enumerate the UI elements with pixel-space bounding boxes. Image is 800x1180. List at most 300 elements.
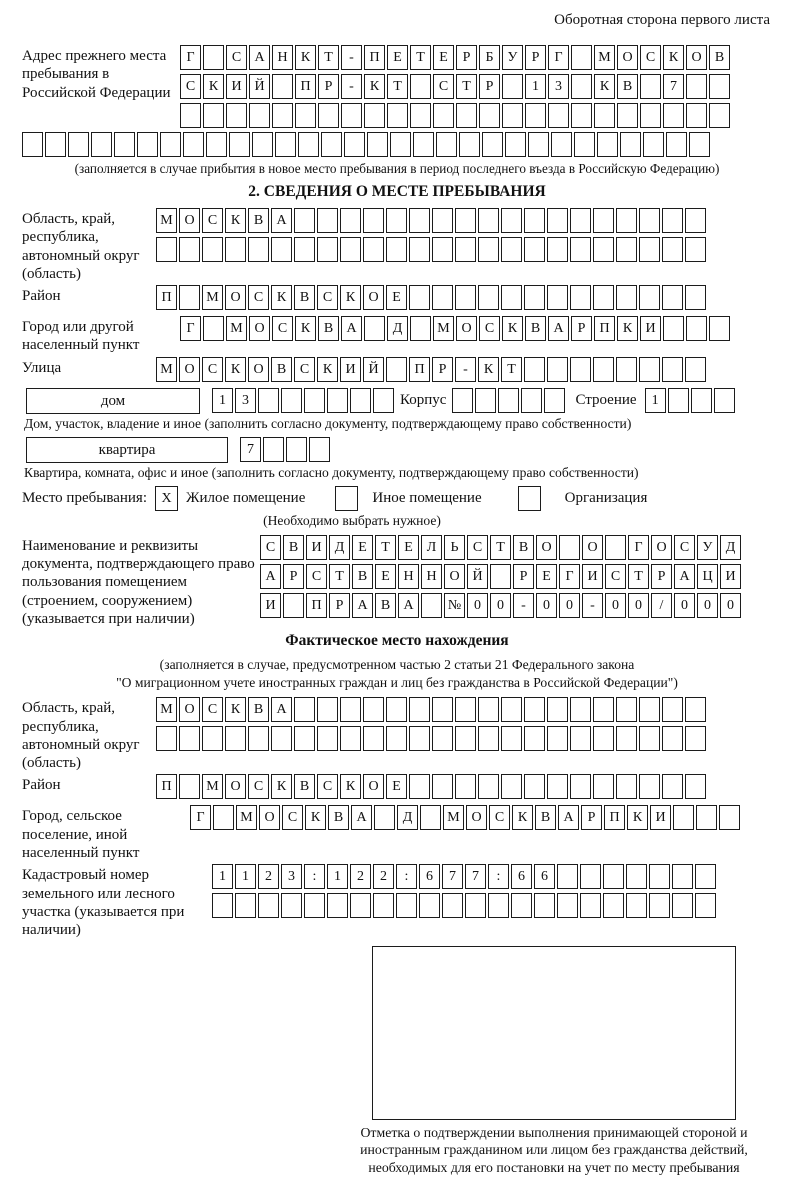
char-box[interactable]: К [317, 357, 338, 382]
char-box[interactable] [685, 285, 706, 310]
char-box[interactable]: У [502, 45, 523, 70]
char-box[interactable] [455, 774, 476, 799]
char-box[interactable] [294, 697, 315, 722]
char-box[interactable]: Т [628, 564, 649, 589]
char-box[interactable] [229, 132, 250, 157]
char-box[interactable] [551, 132, 572, 157]
char-box[interactable] [547, 285, 568, 310]
char-box[interactable] [570, 726, 591, 751]
char-box[interactable] [709, 103, 730, 128]
char-box[interactable]: С [605, 564, 626, 589]
char-box[interactable] [502, 103, 523, 128]
char-box[interactable]: А [271, 208, 292, 233]
char-box[interactable]: 2 [258, 864, 279, 889]
char-box[interactable] [570, 285, 591, 310]
char-box[interactable]: - [582, 593, 603, 618]
char-box[interactable] [685, 697, 706, 722]
char-box[interactable]: А [558, 805, 579, 830]
char-box[interactable] [263, 437, 284, 462]
char-box[interactable] [559, 535, 580, 560]
char-box[interactable] [456, 103, 477, 128]
char-box[interactable] [281, 893, 302, 918]
char-box[interactable] [387, 103, 408, 128]
char-box[interactable] [685, 208, 706, 233]
char-box[interactable]: 0 [467, 593, 488, 618]
char-box[interactable]: О [179, 357, 200, 382]
char-box[interactable] [488, 893, 509, 918]
char-box[interactable]: В [271, 357, 292, 382]
char-box[interactable]: М [202, 774, 223, 799]
char-box[interactable]: П [594, 316, 615, 341]
char-box[interactable] [321, 132, 342, 157]
char-box[interactable] [616, 285, 637, 310]
char-box[interactable] [203, 45, 224, 70]
char-box[interactable] [502, 74, 523, 99]
char-box[interactable] [640, 74, 661, 99]
char-box[interactable] [714, 388, 735, 413]
char-box[interactable]: К [271, 774, 292, 799]
char-box[interactable] [271, 726, 292, 751]
char-box[interactable]: К [478, 357, 499, 382]
char-box[interactable] [626, 864, 647, 889]
char-box[interactable] [22, 132, 43, 157]
char-box[interactable]: П [156, 285, 177, 310]
char-box[interactable] [420, 805, 441, 830]
char-box[interactable] [432, 774, 453, 799]
char-box[interactable]: 7 [240, 437, 261, 462]
char-box[interactable] [571, 74, 592, 99]
char-box[interactable]: К [502, 316, 523, 341]
char-box[interactable]: О [686, 45, 707, 70]
char-box[interactable] [432, 285, 453, 310]
char-box[interactable] [304, 893, 325, 918]
char-box[interactable]: И [640, 316, 661, 341]
char-box[interactable] [686, 316, 707, 341]
char-box[interactable]: С [272, 316, 293, 341]
char-box[interactable]: О [363, 285, 384, 310]
char-box[interactable] [294, 726, 315, 751]
char-box[interactable] [574, 132, 595, 157]
char-box[interactable]: А [351, 805, 372, 830]
char-box[interactable] [294, 237, 315, 262]
char-box[interactable]: К [512, 805, 533, 830]
char-box[interactable] [465, 893, 486, 918]
char-box[interactable]: О [179, 208, 200, 233]
char-box[interactable]: М [202, 285, 223, 310]
char-box[interactable]: У [697, 535, 718, 560]
char-box[interactable] [225, 237, 246, 262]
char-box[interactable] [409, 697, 430, 722]
char-box[interactable] [501, 697, 522, 722]
char-box[interactable] [455, 726, 476, 751]
char-box[interactable] [643, 132, 664, 157]
char-box[interactable]: М [156, 697, 177, 722]
char-box[interactable] [386, 237, 407, 262]
char-box[interactable]: Р [456, 45, 477, 70]
char-box[interactable] [340, 237, 361, 262]
char-box[interactable] [327, 388, 348, 413]
char-box[interactable]: М [236, 805, 257, 830]
char-box[interactable] [409, 208, 430, 233]
char-box[interactable]: И [720, 564, 741, 589]
char-box[interactable] [482, 132, 503, 157]
char-box[interactable] [455, 208, 476, 233]
char-box[interactable]: К [663, 45, 684, 70]
char-box[interactable]: Т [387, 74, 408, 99]
char-box[interactable] [594, 103, 615, 128]
char-box[interactable]: Д [329, 535, 350, 560]
char-box[interactable] [616, 774, 637, 799]
char-box[interactable] [649, 893, 670, 918]
char-box[interactable] [272, 74, 293, 99]
char-box[interactable]: Й [363, 357, 384, 382]
char-box[interactable]: Н [272, 45, 293, 70]
char-box[interactable] [367, 132, 388, 157]
char-box[interactable] [436, 132, 457, 157]
char-box[interactable] [662, 208, 683, 233]
char-box[interactable] [547, 726, 568, 751]
char-box[interactable]: Й [467, 564, 488, 589]
char-box[interactable] [505, 132, 526, 157]
char-box[interactable] [521, 388, 542, 413]
char-box[interactable]: Н [421, 564, 442, 589]
char-box[interactable] [478, 285, 499, 310]
char-box[interactable]: О [582, 535, 603, 560]
char-box[interactable] [327, 893, 348, 918]
char-box[interactable]: А [398, 593, 419, 618]
char-box[interactable]: № [444, 593, 465, 618]
char-box[interactable]: Т [375, 535, 396, 560]
char-box[interactable]: О [651, 535, 672, 560]
char-box[interactable]: 3 [235, 388, 256, 413]
char-box[interactable] [524, 237, 545, 262]
char-box[interactable]: Т [410, 45, 431, 70]
char-box[interactable]: О [617, 45, 638, 70]
char-box[interactable] [183, 132, 204, 157]
apartment-type-field[interactable]: квартира [26, 437, 228, 463]
char-box[interactable]: К [271, 285, 292, 310]
char-box[interactable] [409, 285, 430, 310]
char-box[interactable]: 0 [559, 593, 580, 618]
char-box[interactable] [386, 357, 407, 382]
char-box[interactable] [410, 103, 431, 128]
char-box[interactable] [409, 726, 430, 751]
char-box[interactable] [662, 726, 683, 751]
char-box[interactable]: Т [501, 357, 522, 382]
char-box[interactable] [226, 103, 247, 128]
char-box[interactable] [45, 132, 66, 157]
char-box[interactable] [544, 388, 565, 413]
char-box[interactable] [686, 103, 707, 128]
char-box[interactable]: - [513, 593, 534, 618]
char-box[interactable] [603, 864, 624, 889]
char-box[interactable]: Е [375, 564, 396, 589]
char-box[interactable] [350, 893, 371, 918]
char-box[interactable] [672, 864, 693, 889]
char-box[interactable]: Р [581, 805, 602, 830]
char-box[interactable]: 1 [525, 74, 546, 99]
char-box[interactable]: П [604, 805, 625, 830]
char-box[interactable]: Р [318, 74, 339, 99]
char-box[interactable] [501, 208, 522, 233]
char-box[interactable]: С [248, 774, 269, 799]
char-box[interactable] [639, 357, 660, 382]
char-box[interactable] [534, 893, 555, 918]
char-box[interactable] [455, 237, 476, 262]
char-box[interactable] [419, 893, 440, 918]
char-box[interactable] [459, 132, 480, 157]
char-box[interactable] [317, 237, 338, 262]
char-box[interactable] [68, 132, 89, 157]
char-box[interactable] [304, 388, 325, 413]
char-box[interactable]: П [409, 357, 430, 382]
char-box[interactable]: С [202, 208, 223, 233]
char-box[interactable] [340, 697, 361, 722]
char-box[interactable]: Б [479, 45, 500, 70]
char-box[interactable] [432, 237, 453, 262]
char-box[interactable] [479, 103, 500, 128]
char-box[interactable]: О [225, 774, 246, 799]
char-box[interactable] [709, 74, 730, 99]
char-box[interactable] [639, 726, 660, 751]
char-box[interactable]: П [306, 593, 327, 618]
char-box[interactable] [340, 208, 361, 233]
char-box[interactable] [396, 893, 417, 918]
checkbox-residential[interactable]: X [155, 486, 178, 511]
char-box[interactable]: 0 [720, 593, 741, 618]
char-box[interactable]: М [226, 316, 247, 341]
char-box[interactable] [547, 237, 568, 262]
char-box[interactable]: М [594, 45, 615, 70]
char-box[interactable]: 3 [548, 74, 569, 99]
char-box[interactable] [156, 237, 177, 262]
char-box[interactable]: К [295, 45, 316, 70]
char-box[interactable] [524, 697, 545, 722]
char-box[interactable] [639, 208, 660, 233]
char-box[interactable] [547, 357, 568, 382]
char-box[interactable] [570, 208, 591, 233]
char-box[interactable]: Р [513, 564, 534, 589]
char-box[interactable]: А [674, 564, 695, 589]
char-box[interactable] [616, 726, 637, 751]
char-box[interactable] [179, 237, 200, 262]
char-box[interactable]: В [617, 74, 638, 99]
char-box[interactable] [696, 805, 717, 830]
char-box[interactable]: К [203, 74, 224, 99]
char-box[interactable] [433, 103, 454, 128]
char-box[interactable]: В [283, 535, 304, 560]
char-box[interactable]: В [709, 45, 730, 70]
char-box[interactable]: 3 [281, 864, 302, 889]
char-box[interactable] [248, 237, 269, 262]
char-box[interactable] [524, 774, 545, 799]
char-box[interactable]: Й [249, 74, 270, 99]
char-box[interactable]: 7 [465, 864, 486, 889]
char-box[interactable] [524, 285, 545, 310]
char-box[interactable]: - [341, 74, 362, 99]
char-box[interactable]: С [180, 74, 201, 99]
char-box[interactable]: Р [432, 357, 453, 382]
char-box[interactable] [603, 893, 624, 918]
char-box[interactable] [283, 593, 304, 618]
char-box[interactable]: О [444, 564, 465, 589]
char-box[interactable] [225, 726, 246, 751]
char-box[interactable]: С [674, 535, 695, 560]
char-box[interactable]: 0 [628, 593, 649, 618]
char-box[interactable]: 1 [235, 864, 256, 889]
char-box[interactable]: Г [180, 316, 201, 341]
char-box[interactable]: М [433, 316, 454, 341]
char-box[interactable]: С [433, 74, 454, 99]
char-box[interactable]: - [455, 357, 476, 382]
char-box[interactable] [137, 132, 158, 157]
char-box[interactable] [547, 697, 568, 722]
char-box[interactable]: С [640, 45, 661, 70]
char-box[interactable] [341, 103, 362, 128]
char-box[interactable] [179, 285, 200, 310]
char-box[interactable]: Е [387, 45, 408, 70]
char-box[interactable]: И [340, 357, 361, 382]
char-box[interactable]: П [156, 774, 177, 799]
char-box[interactable]: Д [387, 316, 408, 341]
char-box[interactable] [689, 132, 710, 157]
char-box[interactable] [639, 697, 660, 722]
char-box[interactable] [363, 208, 384, 233]
char-box[interactable]: : [396, 864, 417, 889]
char-box[interactable]: 7 [663, 74, 684, 99]
char-box[interactable] [363, 697, 384, 722]
char-box[interactable]: С [317, 285, 338, 310]
char-box[interactable] [640, 103, 661, 128]
char-box[interactable] [317, 208, 338, 233]
char-box[interactable]: 6 [534, 864, 555, 889]
char-box[interactable] [390, 132, 411, 157]
char-box[interactable] [570, 237, 591, 262]
char-box[interactable]: Р [571, 316, 592, 341]
char-box[interactable]: К [340, 774, 361, 799]
char-box[interactable]: Р [479, 74, 500, 99]
char-box[interactable] [524, 357, 545, 382]
char-box[interactable]: С [479, 316, 500, 341]
char-box[interactable] [501, 237, 522, 262]
char-box[interactable]: Е [536, 564, 557, 589]
char-box[interactable]: И [650, 805, 671, 830]
char-box[interactable] [364, 316, 385, 341]
char-box[interactable]: И [306, 535, 327, 560]
char-box[interactable] [413, 132, 434, 157]
char-box[interactable]: Г [548, 45, 569, 70]
char-box[interactable]: 1 [212, 388, 233, 413]
char-box[interactable] [685, 726, 706, 751]
char-box[interactable]: О [248, 357, 269, 382]
char-box[interactable] [317, 726, 338, 751]
char-box[interactable]: М [156, 357, 177, 382]
char-box[interactable]: Д [397, 805, 418, 830]
char-box[interactable]: В [535, 805, 556, 830]
char-box[interactable] [695, 864, 716, 889]
char-box[interactable] [91, 132, 112, 157]
char-box[interactable]: В [525, 316, 546, 341]
char-box[interactable]: Т [318, 45, 339, 70]
char-box[interactable]: В [375, 593, 396, 618]
char-box[interactable] [501, 285, 522, 310]
char-box[interactable]: 1 [645, 388, 666, 413]
char-box[interactable] [662, 357, 683, 382]
char-box[interactable] [478, 208, 499, 233]
char-box[interactable] [386, 208, 407, 233]
char-box[interactable]: С [317, 774, 338, 799]
char-box[interactable] [626, 893, 647, 918]
char-box[interactable] [202, 237, 223, 262]
char-box[interactable] [298, 132, 319, 157]
char-box[interactable] [686, 74, 707, 99]
char-box[interactable] [156, 726, 177, 751]
char-box[interactable] [605, 535, 626, 560]
char-box[interactable] [501, 774, 522, 799]
char-box[interactable]: С [282, 805, 303, 830]
char-box[interactable] [478, 726, 499, 751]
char-box[interactable] [364, 103, 385, 128]
char-box[interactable]: Т [456, 74, 477, 99]
char-box[interactable]: В [294, 774, 315, 799]
char-box[interactable] [672, 893, 693, 918]
char-box[interactable]: Н [398, 564, 419, 589]
char-box[interactable]: Ь [444, 535, 465, 560]
char-box[interactable] [557, 864, 578, 889]
char-box[interactable] [344, 132, 365, 157]
char-box[interactable]: А [249, 45, 270, 70]
char-box[interactable] [528, 132, 549, 157]
char-box[interactable]: И [260, 593, 281, 618]
char-box[interactable] [616, 208, 637, 233]
char-box[interactable] [179, 726, 200, 751]
char-box[interactable]: Р [525, 45, 546, 70]
char-box[interactable] [409, 237, 430, 262]
char-box[interactable] [597, 132, 618, 157]
char-box[interactable] [478, 774, 499, 799]
char-box[interactable] [432, 697, 453, 722]
char-box[interactable] [432, 208, 453, 233]
char-box[interactable] [547, 774, 568, 799]
char-box[interactable]: О [456, 316, 477, 341]
char-box[interactable] [317, 697, 338, 722]
char-box[interactable]: Р [651, 564, 672, 589]
char-box[interactable]: К [225, 208, 246, 233]
char-box[interactable] [662, 285, 683, 310]
char-box[interactable] [511, 893, 532, 918]
char-box[interactable] [649, 864, 670, 889]
char-box[interactable] [386, 697, 407, 722]
char-box[interactable] [662, 697, 683, 722]
char-box[interactable]: Т [329, 564, 350, 589]
char-box[interactable]: П [295, 74, 316, 99]
char-box[interactable] [570, 697, 591, 722]
char-box[interactable] [685, 237, 706, 262]
char-box[interactable]: Г [180, 45, 201, 70]
char-box[interactable]: К [225, 357, 246, 382]
char-box[interactable] [557, 893, 578, 918]
char-box[interactable]: С [489, 805, 510, 830]
char-box[interactable]: А [352, 593, 373, 618]
char-box[interactable] [275, 132, 296, 157]
char-box[interactable] [593, 774, 614, 799]
char-box[interactable]: В [513, 535, 534, 560]
char-box[interactable] [668, 388, 689, 413]
char-box[interactable]: 6 [419, 864, 440, 889]
char-box[interactable]: О [259, 805, 280, 830]
char-box[interactable]: И [226, 74, 247, 99]
checkbox-other-premises[interactable] [335, 486, 358, 511]
